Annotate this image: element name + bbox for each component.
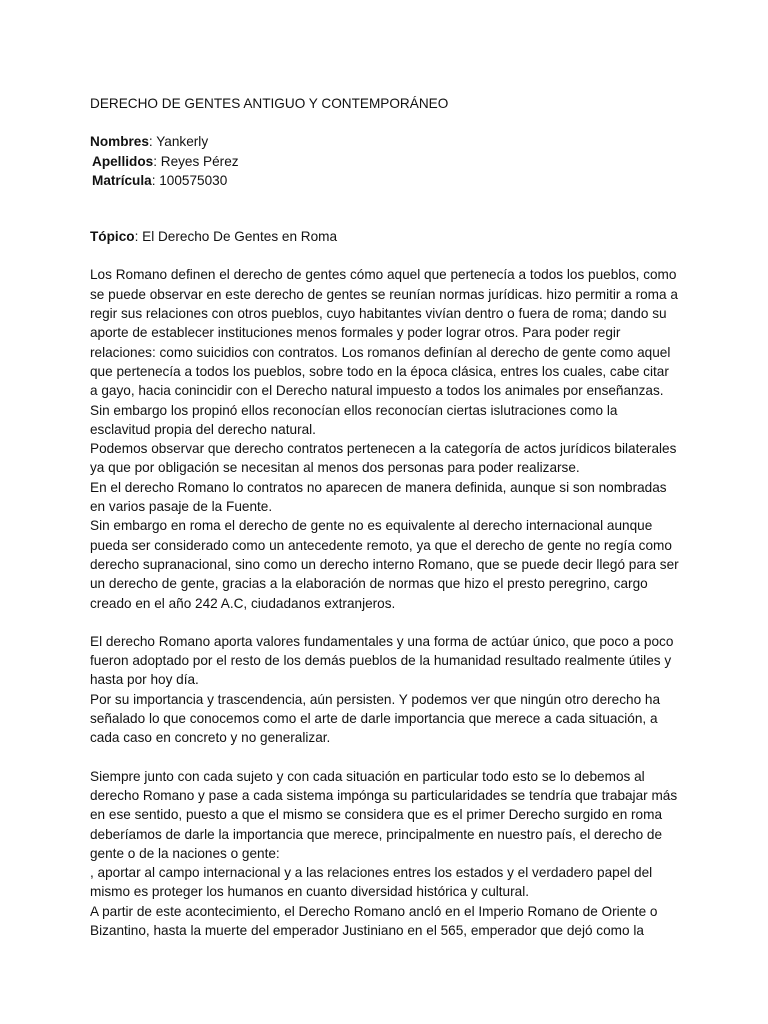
field-separator: : xyxy=(151,172,160,188)
paragraph: En el derecho Romano lo contratos no aparecen de manera definida, aunque si son nombradas en varios pasaje de la Fuente. xyxy=(90,479,667,515)
field-matricula xyxy=(90,171,680,190)
document-page xyxy=(90,94,680,940)
topic-line xyxy=(90,227,680,246)
field-separator: : xyxy=(153,153,161,169)
field-value: 100575030 xyxy=(159,172,228,188)
spacer xyxy=(90,246,680,265)
field-label: Apellidos xyxy=(92,153,154,169)
paragraph: El derecho Romano aporta valores fundamentales y una forma de actúar único, que poco a poco fueron adoptado por el resto de los demás pueblos de la humanidad resultado realmente útiles y hasta por hoy día. xyxy=(90,633,674,688)
paragraph: Podemos observar que derecho contratos pertenecen a la categoría de actos jurídicos bilaterales ya que por obligación se necesitan al menos dos personas para poder realizarse. xyxy=(90,441,677,476)
field-separator: : xyxy=(148,134,157,150)
document-title: DERECHO DE GENTES ANTIGUO Y CONTEMPORÁNEO xyxy=(90,96,449,111)
spacer xyxy=(90,190,680,227)
field-apellidos xyxy=(90,152,680,171)
topic-separator: : xyxy=(134,229,143,245)
field-nombres xyxy=(90,132,680,151)
field-label: Matrícula xyxy=(92,172,152,188)
paragraph: A partir de este acontecimiento, el Derecho Romano ancló en el Imperio Romano de Oriente o Bizantino, hasta la muerte del emperador Justiniano en el 565, emperador que dejó como la xyxy=(90,903,658,938)
paragraph: Por su importancia y trascendencia, aún persisten. Y podemos ver que ningún otro derecho ha señalado lo que conocemos como el arte de darle importancia que merece a cada situación, a cada caso en concreto y no generalizar. xyxy=(90,691,661,746)
field-value: Reyes Pérez xyxy=(160,153,239,169)
paragraph: Los Romano definen el derecho de gentes cómo aquel que pertenecía a todos los pueblos, como se puede observar en este derecho de gentes se reunían normas jurídicas. hizo permitir a roma a regir sus relaciones con otros pueblos, cuyo habitantes vivían dentro o fuera de roma; dando su aporte de establecer instituciones menos formales y poder lograr otros. Para poder regir relaciones: como suicidios con contratos. Los romanos definían al derecho de gente como aquel que pertenecía a todos los pueblos, sobre todo en la época clásica, entres los cuales, cabe citar a gayo, hacia conincidir con el Derecho natural impuesto a todos los animales por enseñanzas. Sin embargo los propinó ellos reconocían ellos reconocían ciertas islutraciones como la esclavitud propia del derecho natural. xyxy=(90,267,678,437)
field-value: Yankerly xyxy=(156,134,209,150)
spacer xyxy=(90,748,680,767)
paragraph: , aportar al campo internacional y a las relaciones entres los estados y el verdadero papel del mismo es proteger los humanos en cuanto diversidad histórica y cultural. xyxy=(90,865,653,900)
spacer xyxy=(90,113,680,132)
field-label: Nombres xyxy=(90,134,149,150)
paragraph: Sin embargo en roma el derecho de gente no es equivalente al derecho internacional aunque pueda ser considerado como un antecedente remoto, ya que el derecho de gente no regía como derecho supranacional, sino como un derecho interno Romano, que se puede decir llegó para ser un derecho de gente, gracias a la elaboración de normas que hizo el presto peregrino, cargo creado en el año 242 A.C, ciudadanos extranjeros. xyxy=(90,518,679,611)
spacer xyxy=(90,613,680,632)
paragraph: Siempre junto con cada sujeto y con cada situación en particular todo esto se lo debemos al derecho Romano y pase a cada sistema impónga su particularidades se tendría que trabajar más en ese sentido, puesto a que el mismo se considera que es el primer Derecho surgido en roma deberíamos de darle la importancia que merece, principalmente en nuestro país, el derecho de gente o de la naciones o gente: xyxy=(90,768,678,861)
topic-label: Tópico xyxy=(90,229,135,245)
topic-value: El Derecho De Gentes en Roma xyxy=(142,229,338,245)
